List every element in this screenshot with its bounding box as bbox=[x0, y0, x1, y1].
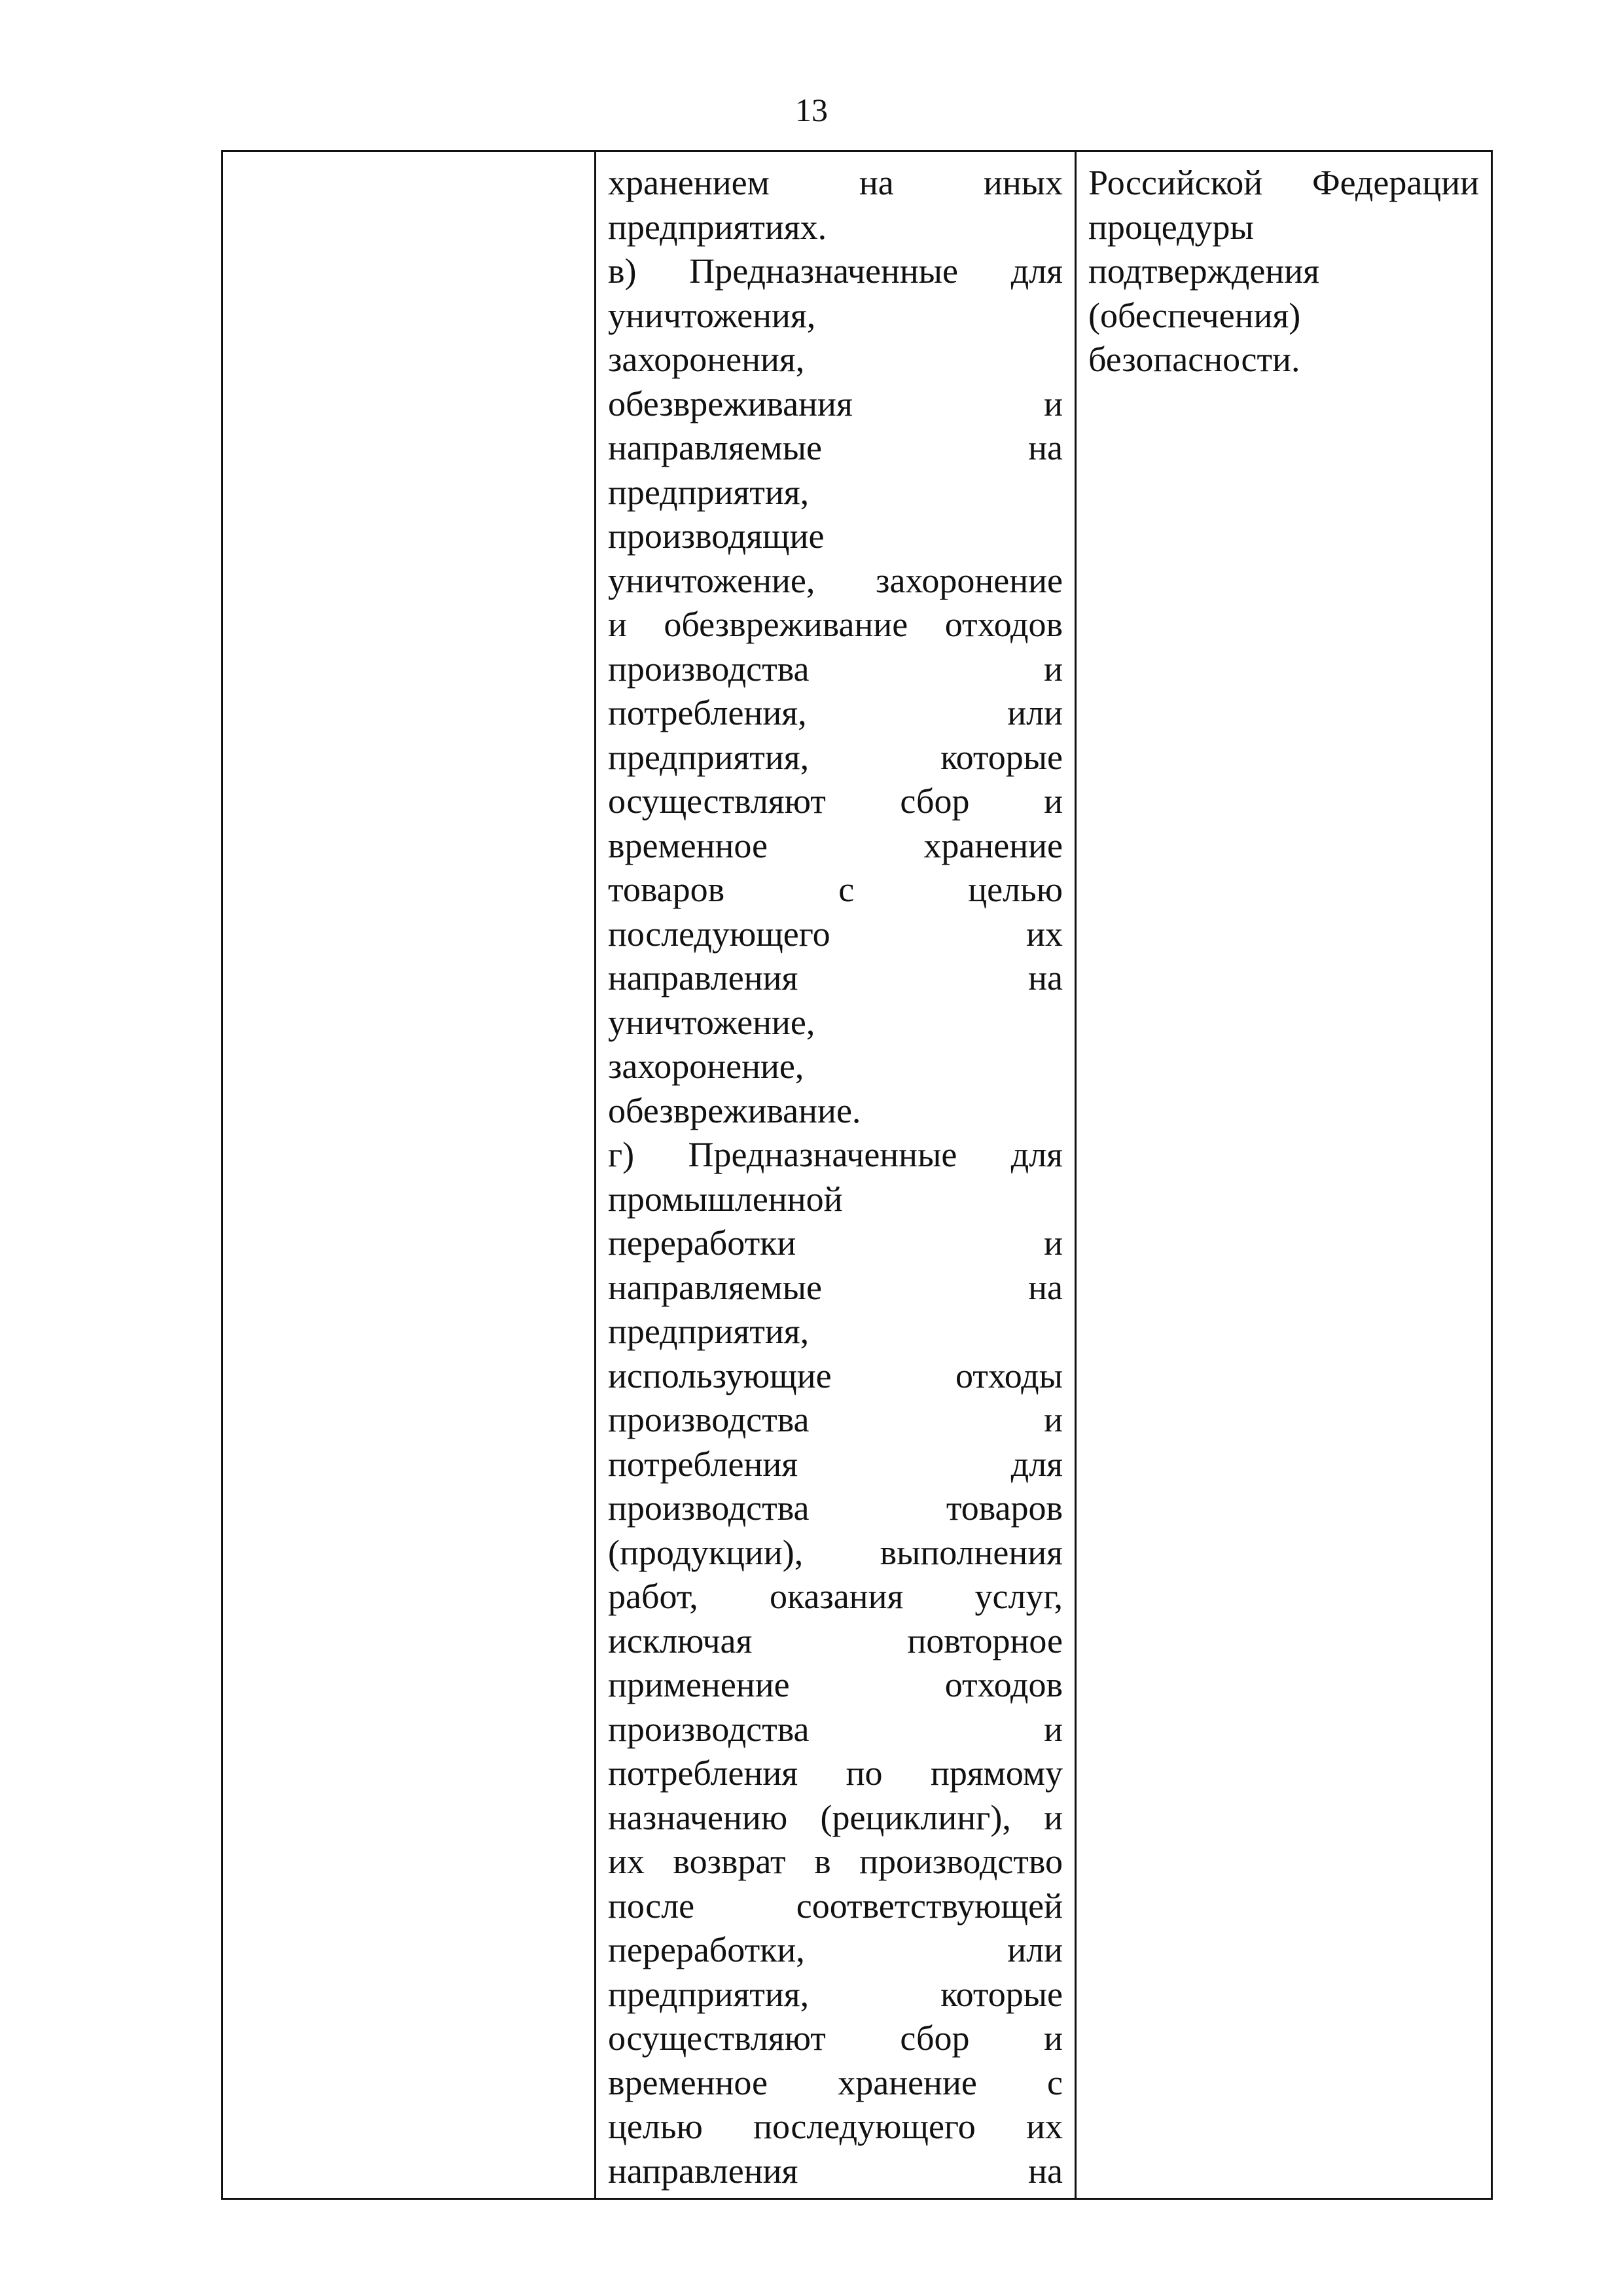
text-line: исключая повторное bbox=[608, 1621, 1063, 1660]
text-line: предприятия, bbox=[608, 472, 810, 512]
text-line: процедуры bbox=[1088, 207, 1254, 247]
document-table bbox=[221, 150, 1493, 2200]
text-line: (обеспечения) bbox=[1088, 295, 1301, 335]
text-line: временное хранение bbox=[608, 825, 1063, 865]
text-line: направления на bbox=[608, 958, 1063, 997]
text-line: производства и bbox=[608, 1709, 1063, 1749]
text-line: товаров с целью bbox=[608, 870, 1063, 909]
text-line: производства товаров bbox=[608, 1488, 1063, 1528]
text-line: производства и bbox=[608, 1400, 1063, 1439]
text-line: в) Предназначенные для bbox=[608, 251, 1063, 291]
text-line: производства и bbox=[608, 649, 1063, 689]
text-line: переработки и bbox=[608, 1223, 1063, 1263]
text-line: переработки, или bbox=[608, 1930, 1063, 1969]
text-line: подтверждения bbox=[1088, 251, 1319, 291]
table-cell-col3 bbox=[1076, 151, 1492, 2199]
text-line: целью последующего их bbox=[608, 2107, 1063, 2146]
table-row bbox=[223, 151, 1492, 2199]
text-line: временное хранение с bbox=[608, 2062, 1063, 2102]
text-line: применение отходов bbox=[608, 1665, 1063, 1704]
text-line: предприятиях. bbox=[608, 207, 827, 247]
text-line: Российской Федерации bbox=[1088, 163, 1479, 202]
text-line: предприятия, которые bbox=[608, 737, 1063, 777]
page-number: 13 bbox=[795, 92, 828, 128]
text-line: потребления для bbox=[608, 1444, 1063, 1484]
text-line: обезвреживания и bbox=[608, 384, 1063, 423]
text-line: направления на bbox=[608, 2151, 1063, 2191]
text-line: уничтожение, bbox=[608, 1002, 815, 1042]
text-line: г) Предназначенные для bbox=[608, 1135, 1063, 1174]
text-line: потребления, или bbox=[608, 693, 1063, 732]
text-line: безопасности. bbox=[1088, 340, 1300, 379]
text-line: осуществляют сбор и bbox=[608, 2018, 1063, 2058]
text-line: работ, оказания услуг, bbox=[608, 1577, 1063, 1616]
text-line: использующие отходы bbox=[608, 1355, 1063, 1395]
text-line: предприятия, которые bbox=[608, 1974, 1063, 2014]
text-line: и обезвреживание отходов bbox=[608, 605, 1063, 644]
text-line: уничтожение, захоронение bbox=[608, 560, 1063, 600]
text-line: производящие bbox=[608, 516, 825, 556]
text-line: направляемые на bbox=[608, 428, 1063, 467]
text-line: потребления по прямому bbox=[608, 1753, 1063, 1793]
text-line: последующего их bbox=[608, 914, 1063, 954]
text-line: направляемые на bbox=[608, 1267, 1063, 1307]
text-line: обезвреживание. bbox=[608, 1090, 861, 1130]
table-cell-col1 bbox=[223, 151, 596, 2199]
text-line: их возврат в производство bbox=[608, 1842, 1063, 1881]
text-line: захоронения, bbox=[608, 340, 805, 379]
text-line: хранением на иных bbox=[608, 163, 1063, 202]
text-line: после соответствующей bbox=[608, 1886, 1063, 1926]
text-line: назначению (рециклинг), и bbox=[608, 1797, 1063, 1837]
table-cell-col2 bbox=[596, 151, 1076, 2199]
text-line: уничтожения, bbox=[608, 295, 816, 335]
text-line: предприятия, bbox=[608, 1312, 810, 1351]
text-line: промышленной bbox=[608, 1179, 843, 1219]
text-line: осуществляют сбор и bbox=[608, 781, 1063, 821]
text-line: (продукции), выполнения bbox=[608, 1532, 1063, 1572]
text-line: захоронение, bbox=[608, 1047, 804, 1086]
